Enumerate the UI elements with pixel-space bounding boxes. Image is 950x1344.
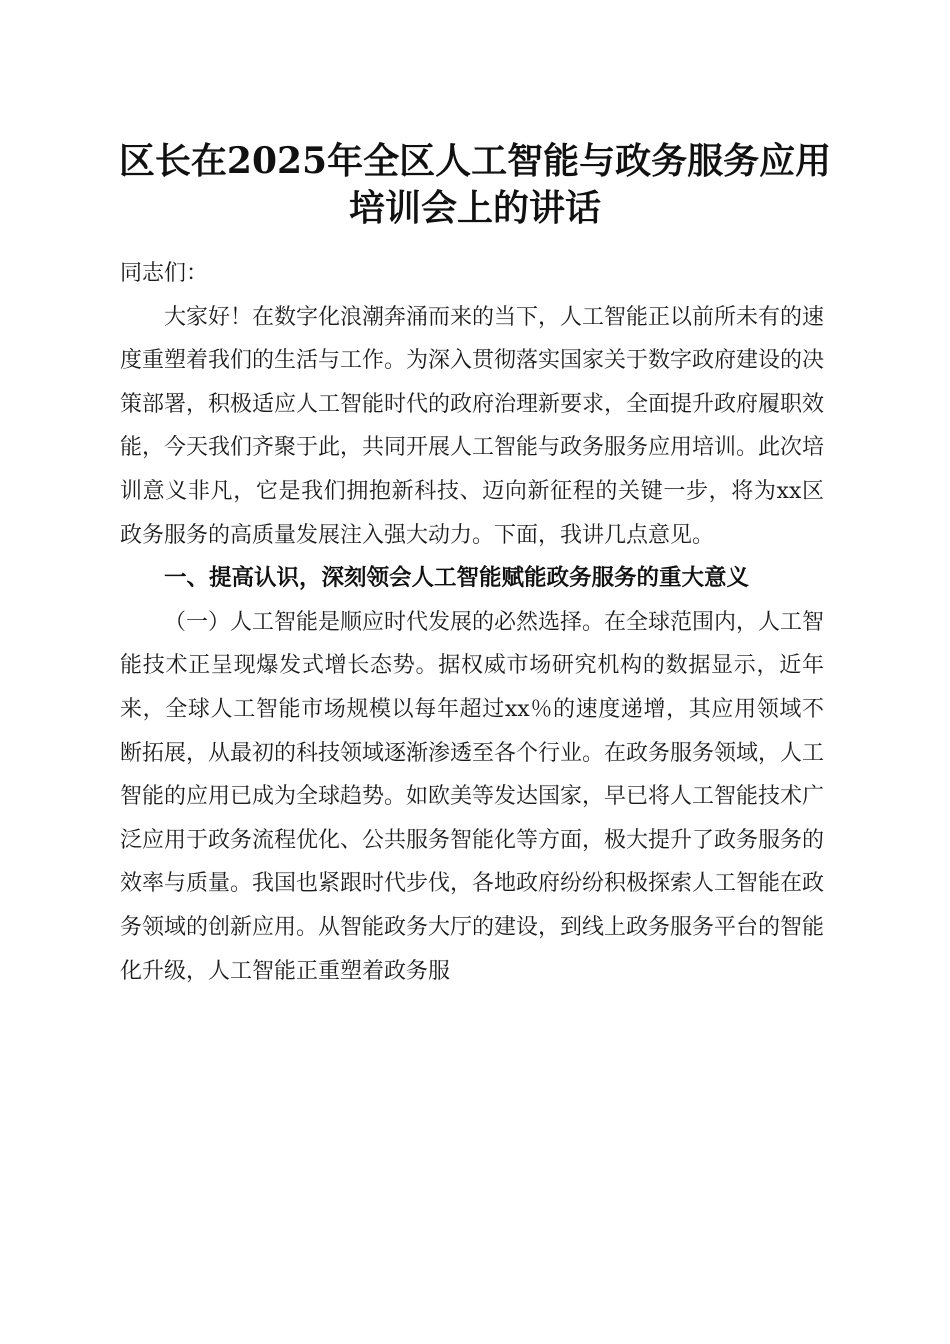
title-line-1: 区长在2025年全区人工智能与政务服务应用 [118,140,832,182]
document-body [120,252,824,993]
document-title [100,138,850,232]
title-line-2: 培训会上的讲话 [348,187,601,229]
subsection-paragraph: （一）人工智能是顺应时代发展的必然选择。在全球范围内，人工智能技术正呈现爆发式增长态势。据权威市场研究机构的数据显示，近年来，全球人工智能市场规模以每年超过xx％的速度递增，其应用领域不断拓展，从最初的科技领域逐渐渗透至各个行业。在政务服务领域，人工智能的应用已成为全球趋势。如欧美等发达国家，早已将人工智能技术广泛应用于政务流程优化、公共服务智能化等方面，极大提升了政务服务的效率与质量。我国也紧跟时代步伐，各地政府纷纷积极探索人工智能在政务领域的创新应用。从智能政务大厅的建设，到线上政务服务平台的智能化升级，人工智能正重塑着政务服 [120,609,825,984]
intro-paragraph: 大家好！在数字化浪潮奔涌而来的当下，人工智能正以前所未有的速度重塑着我们的生活与工作。为深入贯彻落实国家关于数字政府建设的决策部署，积极适应人工智能时代的政府治理新要求，全面提升政府履职效能，今天我们齐聚于此，共同开展人工智能与政务服务应用培训。此次培训意义非凡，它是我们拥抱新科技、迈向新征程的关键一步，将为xx区政务服务的高质量发展注入强大动力。下面，我讲几点意见。 [120,304,825,548]
section-heading: 一、提高认识，深刻领会人工智能赋能政务服务的重大意义 [164,565,750,592]
salutation: 同志们： [120,261,209,286]
